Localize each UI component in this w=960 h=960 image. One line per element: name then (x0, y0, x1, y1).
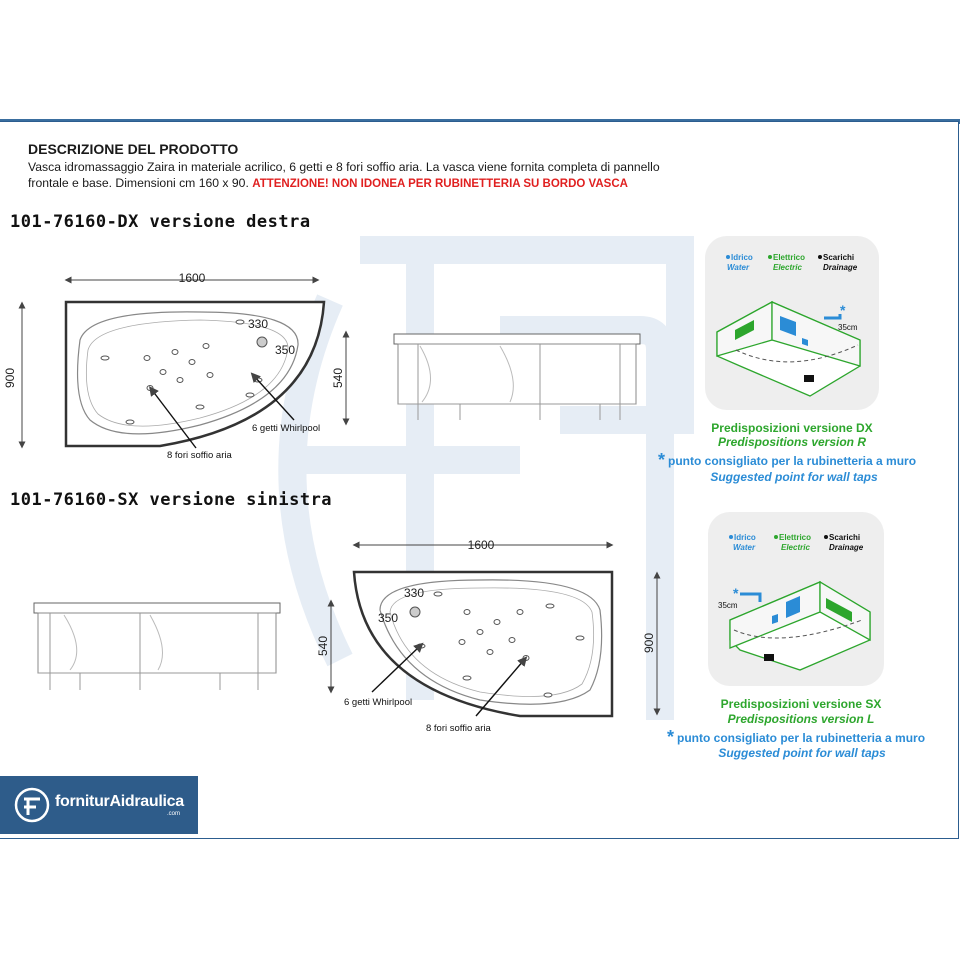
brand-name: forniturAidraulica (55, 793, 184, 810)
svg-text:*: * (658, 450, 666, 470)
sx-panel-title: Predisposizioni versione SX (720, 697, 882, 711)
dx-top-view (3, 271, 324, 461)
dx-panel-title: Predisposizioni versione DX (711, 421, 873, 435)
dx-dim-330: 330 (248, 317, 269, 331)
dx-width-label: 1600 (178, 271, 206, 285)
brand-domain: .com (167, 811, 181, 817)
version-dx-title: 101-76160-DX versione destra (10, 212, 311, 232)
sx-width-label: 1600 (467, 538, 495, 552)
sx-panel-subtitle: Predispositions version L (727, 712, 875, 726)
description-body: Vasca idromassaggio Zaira in materiale acrilico, 6 getti e 8 fori soffio aria. La vasca viene fornita completa di pannello frontale e base. Dimensioni cm 160 x 90. (28, 160, 660, 190)
dx-legend-water: Idrico (731, 253, 753, 262)
sx-top-view (344, 538, 657, 734)
dx-legend-water-en: Water (727, 263, 750, 272)
sx-dim-350: 350 (378, 611, 399, 625)
sx-predisposition-panel (667, 512, 925, 760)
sx-dim-330: 330 (404, 586, 425, 600)
sx-tap-note: punto consigliato per la rubinetteria a muro (677, 731, 926, 745)
svg-text:*: * (667, 727, 675, 747)
svg-text:*: * (840, 302, 846, 318)
sx-front-view (34, 603, 331, 690)
dx-tap-note: punto consigliato per la rubinetteria a muro (668, 454, 917, 468)
dx-height-label: 540 (331, 367, 345, 389)
svg-text:*: * (733, 585, 739, 601)
sx-air-label: 8 fori soffio aria (426, 723, 491, 734)
sx-legend-electric: Elettrico (779, 533, 812, 542)
sx-legend-water: Idrico (734, 533, 756, 542)
dx-legend-drain: Scarichi (823, 253, 855, 262)
description-title: DESCRIZIONE DEL PRODOTTO (28, 141, 239, 157)
dx-depth-label: 900 (3, 367, 17, 389)
dx-jets-label: 6 getti Whirlpool (252, 423, 321, 434)
dx-front-view (331, 334, 640, 422)
sx-legend-drain: Scarichi (829, 533, 861, 542)
sx-legend-drain-en: Drainage (829, 543, 864, 552)
dx-predisposition-panel (658, 236, 916, 484)
dx-legend-drain-en: Drainage (823, 263, 858, 272)
dx-legend-electric: Elettrico (773, 253, 806, 262)
dx-tap-note-en: Suggested point for wall taps (710, 470, 878, 484)
sx-legend-water-en: Water (733, 543, 756, 552)
dx-dim-350: 350 (275, 343, 296, 357)
sx-legend-distance: 35cm (718, 601, 738, 610)
dx-panel-subtitle: Predispositions version R (717, 435, 867, 449)
dx-legend-distance: 35cm (838, 323, 858, 332)
dx-legend-electric-en: Electric (773, 263, 802, 272)
version-sx-title: 101-76160-SX versione sinistra (10, 490, 333, 510)
sx-height-label: 540 (316, 635, 330, 657)
brand-mark-icon (14, 787, 50, 823)
dx-air-label: 8 fori soffio aria (167, 450, 232, 461)
description-warning: ATTENZIONE! NON IDONEA PER RUBINETTERIA SU BORDO VASCA (252, 177, 628, 190)
sx-tap-note-en: Suggested point for wall taps (718, 746, 886, 760)
sx-jets-label: 6 getti Whirlpool (344, 697, 413, 708)
sx-depth-label: 900 (642, 632, 656, 654)
sx-legend-electric-en: Electric (781, 543, 810, 552)
